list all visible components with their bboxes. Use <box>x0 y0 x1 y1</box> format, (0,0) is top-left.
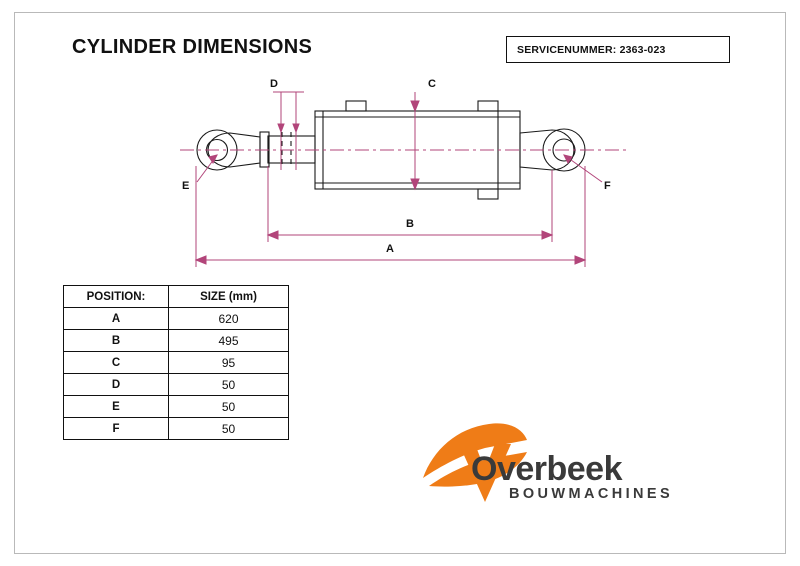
table-row <box>64 396 289 418</box>
page-title: CYLINDER DIMENSIONS <box>72 36 313 58</box>
table-header-size: SIZE (mm) <box>169 286 289 308</box>
service-number-label: SERVICENUMMER: 2363-023 <box>517 43 666 56</box>
row-size: 50 <box>169 396 289 418</box>
row-position: D <box>64 374 169 396</box>
logo-wordmark: Overbeek <box>471 450 622 488</box>
row-size: 50 <box>169 374 289 396</box>
table-row <box>64 418 289 440</box>
table-row <box>64 352 289 374</box>
row-size: 95 <box>169 352 289 374</box>
row-position: B <box>64 330 169 352</box>
table-row <box>64 330 289 352</box>
cylinder-drawing-svg <box>160 70 660 280</box>
callout-label-f: F <box>604 180 611 192</box>
row-size: 50 <box>169 418 289 440</box>
callout-label-c: C <box>428 78 436 90</box>
row-position: A <box>64 308 169 330</box>
table-header-position: POSITION: <box>64 286 169 308</box>
row-size: 620 <box>169 308 289 330</box>
service-number-box <box>506 36 730 63</box>
logo-tagline: BOUWMACHINES <box>509 486 674 502</box>
row-position: C <box>64 352 169 374</box>
row-size: 495 <box>169 330 289 352</box>
callout-label-e: E <box>182 180 190 192</box>
callout-label-b: B <box>406 218 414 230</box>
company-logo <box>415 414 745 510</box>
callout-label-a: A <box>386 243 394 255</box>
callout-label-d: D <box>270 78 278 90</box>
row-position: F <box>64 418 169 440</box>
cylinder-technical-drawing <box>160 70 660 280</box>
row-position: E <box>64 396 169 418</box>
dimensions-table <box>63 285 289 440</box>
table-row <box>64 308 289 330</box>
table-row <box>64 374 289 396</box>
table-header-row <box>64 286 289 308</box>
